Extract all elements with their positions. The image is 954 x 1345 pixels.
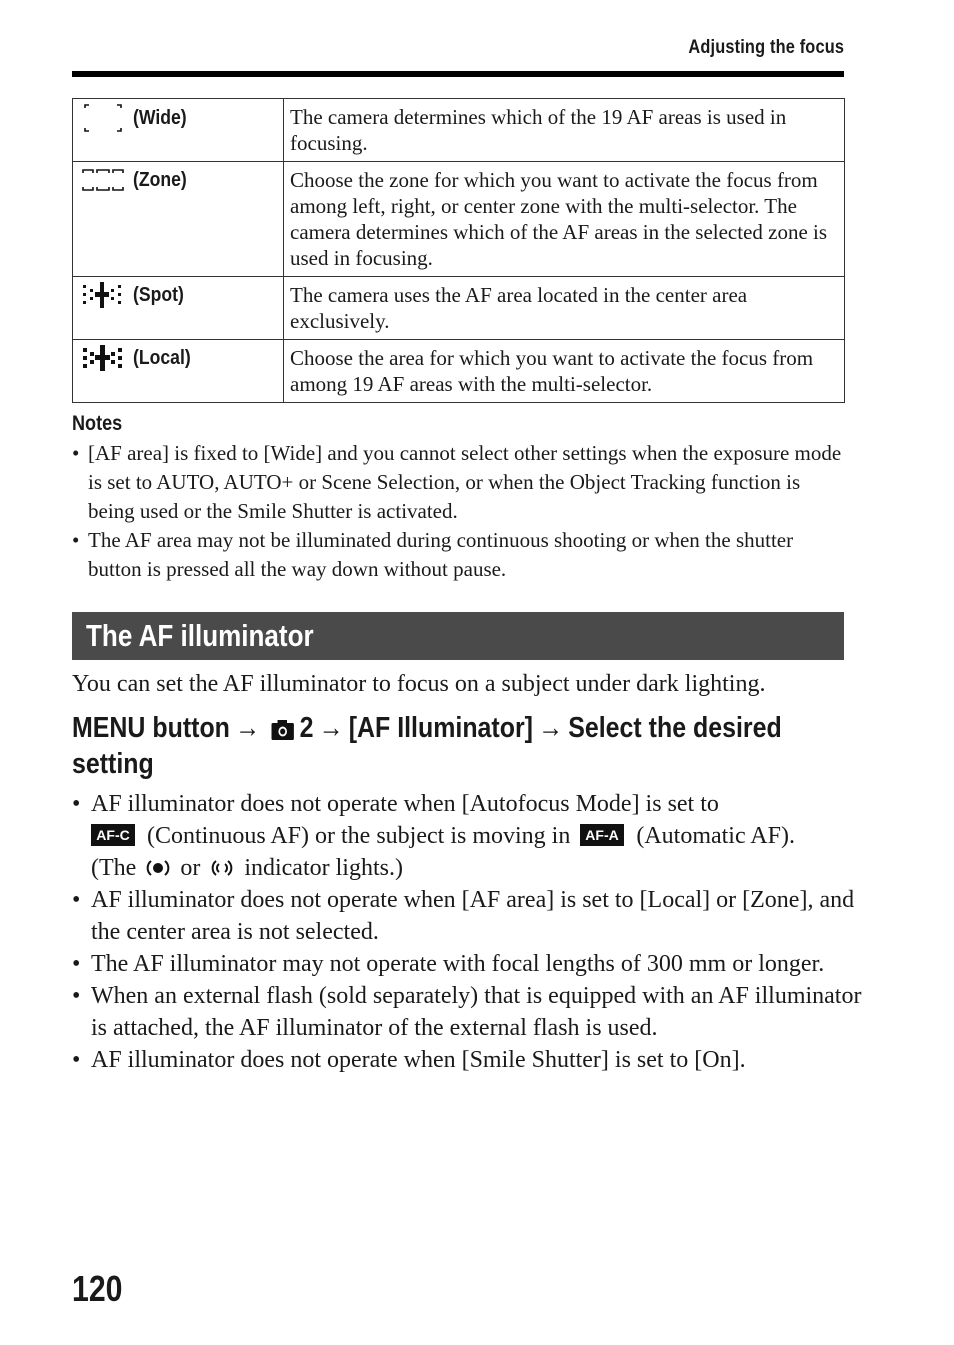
section-header [72,612,844,660]
mode-description: The camera determines which of the 19 AF areas is used in focusing. [284,99,845,162]
table-row [73,277,845,340]
spot-af-icon [81,281,125,309]
list-item: • AF illuminator does not operate when [AF area] is set to [Local] or [Zone], and the center area is not selected. [72,884,862,948]
menu-path [72,710,846,782]
section-title: The AF illuminator [86,618,314,653]
afa-badge-label: AF-A [585,827,620,843]
table-row [73,162,845,277]
mode-description: Choose the area for which you want to activate the focus from among 19 AF areas with the multi-selector. [284,340,845,403]
arrow-icon: → [538,712,564,744]
mode-cell [73,99,284,162]
header-title: Adjusting the focus [688,37,844,58]
mode-name: (Zone) [133,169,187,191]
notes-list [72,439,847,584]
wide-af-icon [81,103,125,133]
bullet-text: (The [91,855,137,881]
mode-name: (Spot) [133,284,184,306]
notes-title: Notes [72,412,123,435]
page-number: 120 [72,1268,123,1309]
mode-name: (Local) [133,347,191,369]
bullet-text: indicator lights.) [244,855,403,881]
list-item: • The AF area may not be illuminated during continuous shooting or when the shutter button is pressed all the way down without pause. [72,526,847,584]
table-row [73,340,845,403]
mode-description: Choose the zone for which you want to activate the focus from among left, right, or center zone with the multi-selector. The camera determines which of the AF areas in the selected zone is used in focusing. [284,162,845,277]
bullet-text: (Automatic AF). [636,823,795,849]
menu-item-label: [AF Illuminator] [348,712,533,744]
illuminator-bullets [72,788,862,1076]
mode-description: The camera uses the AF area located in the center area exclusively. [284,277,845,340]
list-item: • The AF illuminator may not operate with focal lengths of 300 mm or longer. [72,948,862,980]
arrow-icon: → [235,712,261,744]
mode-cell [73,277,284,340]
afa-mode-icon [580,824,624,846]
mode-name: (Wide) [133,107,187,129]
mode-cell [73,162,284,277]
list-item: • [AF area] is fixed to [Wide] and you cannot select other settings when the exposure mode is set to AUTO, AUTO+ or Scene Selection, or when the Object Tracking function is being used or the Smile Shutter is activated. [72,439,847,526]
bullet-text: or [180,855,201,881]
list-item [72,788,862,884]
header-rule [72,71,844,77]
list-item: • AF illuminator does not operate when [Smile Shutter] is set to [On]. [72,1044,862,1076]
menu-final-step: Select the desired setting [72,712,782,780]
focus-indicator-lit-icon [146,858,170,878]
af-area-table [72,98,845,403]
section-intro: You can set the AF illuminator to focus on a subject under dark lighting. [72,671,766,697]
table-row [73,99,845,162]
camera-icon [270,719,294,741]
arrow-icon: → [318,712,344,744]
focus-indicator-blink-icon [210,858,234,878]
menu-button-label: MENU button [72,712,230,744]
bullet-text: (Continuous AF) or the subject is moving in [147,823,571,849]
zone-af-icon [81,166,125,194]
bullet-text: AF illuminator does not operate when [Autofocus Mode] is set to [91,791,719,817]
afc-mode-icon [91,824,135,846]
local-af-icon [81,344,125,372]
list-item: • When an external flash (sold separately) that is equipped with an AF illuminator is attached, the AF illuminator of the external flash is used. [72,980,862,1044]
menu-tab-number: 2 [299,712,314,744]
mode-cell [73,340,284,403]
afc-badge-label: AF-C [96,827,130,843]
